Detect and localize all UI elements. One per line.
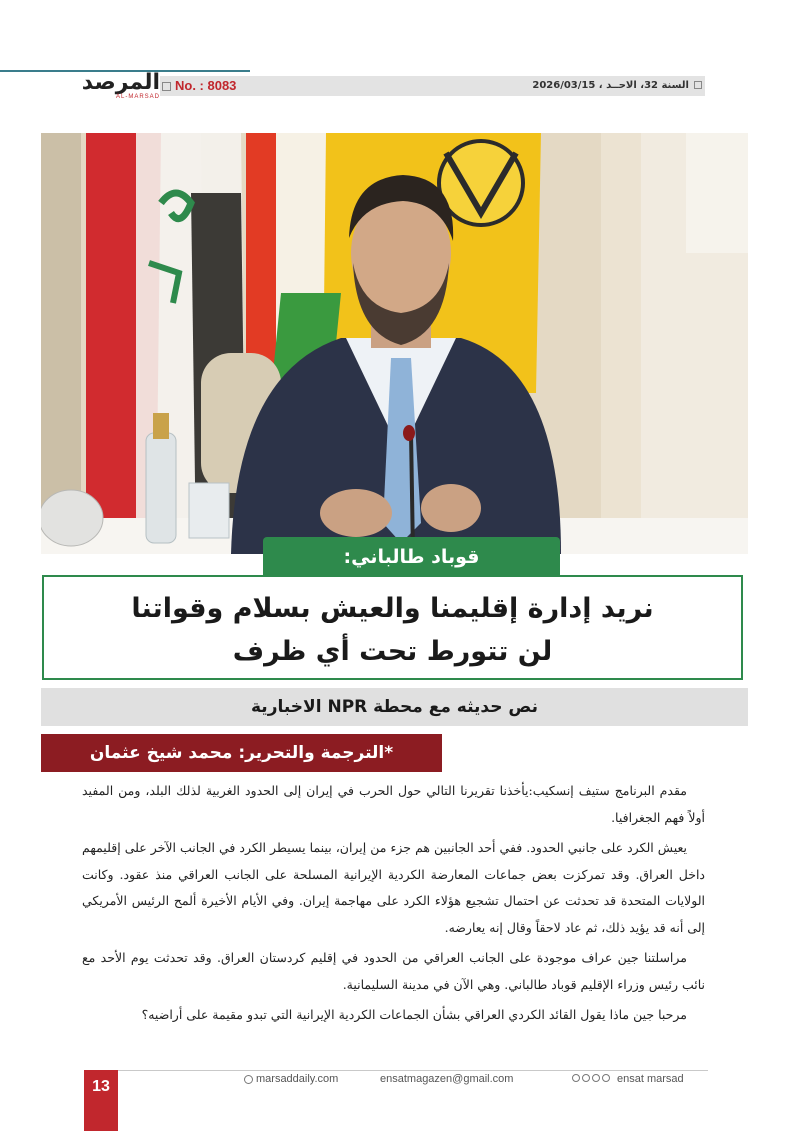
twitter-icon [582, 1074, 590, 1082]
page-number-tab [84, 1110, 118, 1131]
article-paragraph: مقدم البرنامج ستيف إنسكيب:يأخذنا تقريرنا التالي حول الحرب في إيران إلى الحدود الغربية لذلك البلد، ومن المفيد أولاً فهم الجغرافيا. [82, 783, 705, 825]
publication-logo [82, 70, 160, 106]
globe-icon [244, 1075, 253, 1084]
article-paragraph: مراسلتنا جين عراف موجودة على الجانب العراقي من الحدود في إقليم كردستان العراق. وقد تحدثت يوم الأحد مع نائب رئيس وزراء الإقليم قوباد طالباني. وهي الآن في مدينة السليمانية. [82, 950, 705, 992]
page-number: 13 [84, 1070, 118, 1110]
headline-kicker: قوباد طالباني: [263, 537, 560, 577]
square-bullet-icon [162, 82, 171, 91]
date-text: السنة 32، الاحــد ، 2026/03/15 [532, 80, 689, 91]
article-body [82, 778, 705, 1033]
social-icons [572, 1071, 612, 1087]
subheading: نص حديثه مع محطة NPR الاخبارية [41, 688, 748, 726]
website-text: marsaddaily.com [256, 1073, 339, 1085]
youtube-icon [602, 1074, 610, 1082]
instagram-icon [592, 1074, 600, 1082]
byline: *الترجمة والتحرير: محمد شيخ عثمان [41, 734, 442, 772]
footer-brand [572, 1071, 684, 1087]
square-bullet-icon [694, 81, 702, 89]
article-paragraph: يعيش الكرد على جانبي الحدود. ففي أحد الجانبين هم جزء من إيران، بينما يسيطر الكرد في الجانب الآخر على إقليمهم داخل العراق. وقد تمركزت بعض جماعات المعارضة الكردية الإيرانية المسلحة على الجانب العراقي منذ عقود. وكانت الولايات المتحدة قد تحدثت عن احتمال تشجيع هؤلاء الكرد على مهاجمة إيران. وفي الأيام الأخيرة ألمح الرئيس الأمريكي إلى أنه قد يؤيد ذلك، ثم عاد لاحقاً وقال إنه يعارضه. [82, 840, 705, 935]
speaker-photo-illustration [41, 133, 748, 554]
date-line [532, 76, 702, 96]
headline-line-2: لن تتورط تحت أي ظرف [232, 636, 553, 667]
brand-text: ensat marsad [617, 1073, 684, 1085]
logo-arabic: المرصد [81, 70, 160, 95]
footer-website[interactable] [244, 1071, 338, 1087]
article-photo [41, 133, 748, 554]
headline-line-1: نريد إدارة إقليمنا والعيش بسلام وقواتنا [131, 593, 654, 624]
headline [44, 587, 741, 673]
facebook-icon [572, 1074, 580, 1082]
issue-number-text: No. : 8083 [175, 78, 237, 93]
logo-latin: AL-MARSAD [115, 94, 160, 100]
headline-box [42, 575, 743, 680]
article-paragraph: مرحبا جين ماذا يقول القائد الكردي العراقي بشأن الجماعات الكردية الإيرانية التي تبدو مقيمة على أراضيه؟ [141, 1007, 687, 1022]
footer-email[interactable]: ensatmagazen@gmail.com [380, 1073, 514, 1085]
issue-number [162, 76, 236, 96]
